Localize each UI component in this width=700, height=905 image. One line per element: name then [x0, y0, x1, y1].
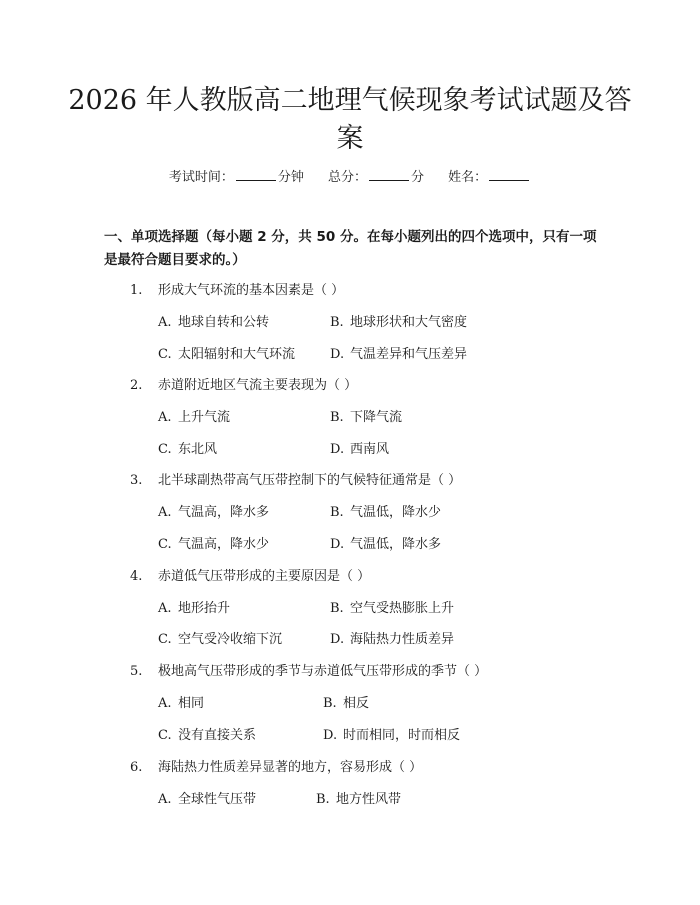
question-text: 赤道低气压带形成的主要原因是（ ） [158, 569, 371, 584]
option-4d[interactable]: D. 海陆热力性质差异 [330, 632, 455, 647]
option-1d[interactable]: D. 气温差异和气压差异 [330, 347, 468, 362]
question-number: 4. [130, 569, 143, 584]
time-label: 考试时间： [168, 170, 234, 185]
question-number: 1. [130, 283, 143, 298]
student-name [448, 168, 531, 188]
score-label: 总分： [327, 170, 367, 185]
option-1a[interactable]: A. 地球自转和公转 [158, 315, 270, 330]
page-title: 2026 年人教版高二地理气候现象考试试题及答案 [68, 85, 632, 154]
option-5c[interactable]: C. 没有直接关系 [158, 728, 257, 743]
exam-meta [0, 168, 700, 188]
option-3b[interactable]: B. 气温低，降水少 [330, 505, 442, 520]
option-5a[interactable]: A. 相同 [158, 696, 205, 711]
option-2a[interactable]: A. 上升气流 [158, 410, 231, 425]
exam-time [169, 168, 304, 188]
option-2d[interactable]: D. 西南风 [330, 442, 390, 457]
option-2b[interactable]: B. 下降气流 [330, 410, 403, 425]
score-unit: 分 [411, 170, 425, 185]
total-score [328, 168, 424, 188]
question-3 [130, 472, 461, 490]
name-label: 姓名： [448, 170, 488, 185]
option-4b[interactable]: B. 空气受热膨胀上升 [330, 601, 455, 616]
time-unit: 分钟 [277, 170, 304, 185]
question-text: 北半球副热带高气压带控制下的气候特征通常是（ ） [158, 473, 462, 488]
name-blank[interactable] [489, 168, 529, 181]
section-heading: 一、单项选择题（每小题 2 分，共 50 分。在每小题列出的四个选项中，只有一项是最符合题目要求的。） [104, 229, 597, 268]
question-number: 3. [130, 473, 143, 488]
question-4 [130, 568, 370, 586]
question-6 [130, 759, 422, 777]
option-3c[interactable]: C. 气温高，降水少 [158, 537, 270, 552]
option-4a[interactable]: A. 地形抬升 [158, 601, 231, 616]
option-5b[interactable]: B. 相反 [323, 696, 370, 711]
question-number: 2. [130, 378, 143, 393]
question-1 [130, 282, 344, 300]
score-blank[interactable] [369, 168, 409, 181]
question-text: 海陆热力性质差异显著的地方，容易形成（ ） [158, 760, 423, 775]
question-text: 赤道附近地区气流主要表现为（ ） [158, 378, 358, 393]
option-4c[interactable]: C. 空气受冷收缩下沉 [158, 632, 283, 647]
option-6b[interactable]: B. 地方性风带 [316, 792, 402, 807]
option-1b[interactable]: B. 地球形状和大气密度 [330, 315, 468, 330]
question-2 [130, 377, 357, 395]
option-1c[interactable]: C. 太阳辐射和大气环流 [158, 347, 296, 362]
question-number: 6. [130, 760, 143, 775]
question-text: 形成大气环流的基本因素是（ ） [158, 283, 345, 298]
option-2c[interactable]: C. 东北风 [158, 442, 218, 457]
option-5d[interactable]: D. 时而相同，时而相反 [323, 728, 461, 743]
question-number: 5. [130, 664, 143, 679]
option-3a[interactable]: A. 气温高，降水多 [158, 505, 270, 520]
question-5 [130, 663, 487, 681]
option-6a[interactable]: A. 全球性气压带 [158, 792, 257, 807]
question-text: 极地高气压带形成的季节与赤道低气压带形成的季节（ ） [158, 664, 488, 679]
option-3d[interactable]: D. 气温低，降水多 [330, 537, 442, 552]
time-blank[interactable] [236, 168, 276, 181]
